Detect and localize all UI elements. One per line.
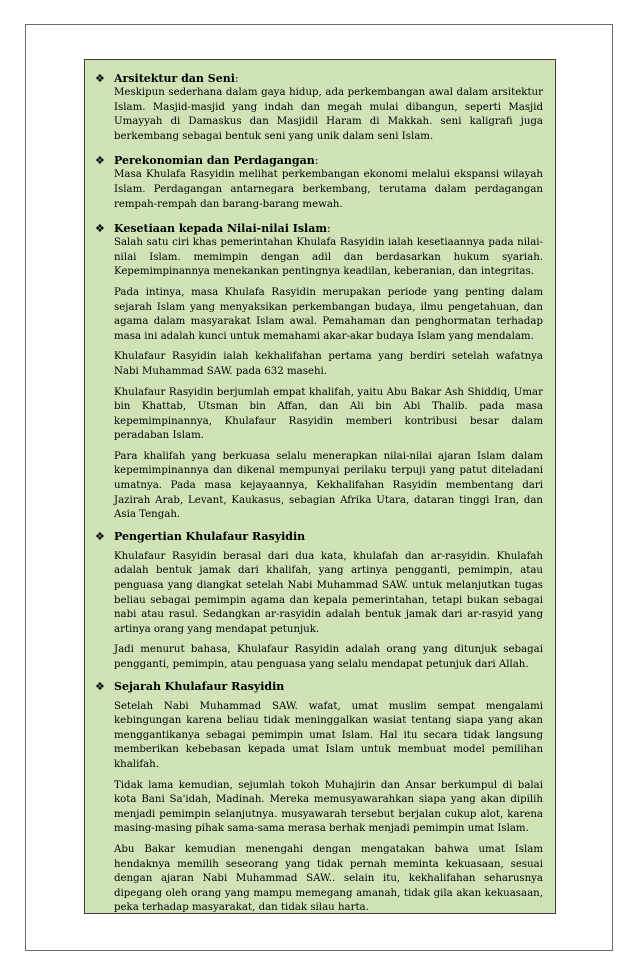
section-sejarah [95,679,543,914]
paragraph: Jadi menurut bahasa, Khulafaur Rasyidin adalah orang yang ditunjuk sebagai pengganti, pemimpin, atau penguasa yang selalu mendapat petunjuk dari Allah. [114,644,543,670]
section-kesetiaan [95,221,543,523]
heading-text: Perekonomian dan Perdagangan [114,154,315,168]
section-heading [95,679,543,694]
section-perekonomian [95,153,543,212]
diamond-bullet-icon: ❖ [95,222,105,236]
heading-text: Sejarah Khulafaur Rasyidin [114,679,285,693]
section-heading [95,529,543,544]
diamond-bullet-icon: ❖ [95,679,105,693]
heading-colon: : [314,154,319,168]
paragraph: Meskipun sederhana dalam gaya hidup, ada perkembangan awal dalam arsitektur Islam. Masjid-masjid yang indah dan megah mulai dibangun, seperti Masjid Umayyah di Damaskus dan Masjidil Haram di Makkah. seni kaligrafi juga berkembang sebagai bentuk seni yang unik dalam seni Islam. [114,87,543,142]
diamond-bullet-icon: ❖ [95,529,105,543]
diamond-bullet-icon: ❖ [95,154,105,168]
section-heading [95,71,543,86]
paragraph: Khulafaur Rasyidin ialah kekhalifahan pertama yang berdiri setelah wafatnya Nabi Muhammad SAW. pada 632 masehi. [114,351,543,377]
content-box [84,59,556,914]
paragraph: Abu Bakar kemudian menengahi dengan mengatakan bahwa umat Islam hendaknya memilih seseorang yang tidak pernah meminta kekuasaan, sesuai dengan ajaran Nabi Muhammad SAW.. selain itu, kekhalifahan seharusnya dipegang oleh orang yang mampu memegang amanah, tidak gila akan kekuasaan, peka terhadap masyarakat, dan tidak silau harta. [114,843,543,914]
heading-text: Kesetiaan kepada Nilai-nilai Islam [114,222,327,236]
paragraph: Para khalifah yang berkuasa selalu menerapkan nilai-nilai ajaran Islam dalam kepemimpinannya dan dikenal mempunyai perilaku terpuji yang patut diteladani umatnya. Pada masa kejayaannya, Kekhalifahan Rasyidin membentang dari Jazirah Arab, Levant, Kaukasus, sebagian Afrika Utara, dataran tinggi Iran, dan Asia Tengah. [114,450,543,521]
paragraph: Setelah Nabi Muhammad SAW. wafat, umat muslim sempat mengalami kebingungan karena beliau tidak meninggalkan wasiat tentang siapa yang akan menggantikanya sebagai pemimpin umat Islam. Hal itu secara tidak langsung memberikan kebebasan kepada umat Islam untuk membuat model pemilihan khalifah. [114,700,543,770]
diamond-bullet-icon: ❖ [95,72,105,85]
heading-colon: : [234,72,239,85]
section-heading [95,153,543,168]
paragraph: Pada intinya, masa Khulafa Rasyidin merupakan periode yang penting dalam sejarah Islam yang menyaksikan perkembangan budaya, ilmu pengetahuan, dan agama dalam masyarakat Islam awal. Pemahaman dan penghormatan terhadap masa ini adalah kunci untuk memahami akar-akar budaya Islam yang mendalam. [114,286,543,342]
heading-colon: : [327,222,331,236]
section-arsitektur [95,71,543,144]
paragraph: Masa Khulafa Rasyidin melihat perkembangan ekonomi melalui ekspansi wilayah Islam. Perdagangan antarnegara berkembang, terutama dalam perdagangan rempah-rempah dan barang-barang mewah. [114,169,543,210]
heading-text: Arsitektur dan Seni [114,72,235,85]
section-heading [95,221,543,236]
section-pengertian [95,529,543,673]
paragraph: Salah satu ciri khas pemerintahan Khulafa Rasyidin ialah kesetiaannya pada nilai-nilai Islam. memimpin dengan adil dan berdasarkan hukum syariah. Kepemimpinannya menekankan pentingnya keadilan, keberanian, dan integritas. [114,237,543,278]
paragraph: Tidak lama kemudian, sejumlah tokoh Muhajirin dan Ansar berkumpul di balai kota Bani Sa'idah, Madinah. Mereka memusyawarahkan siapa yang akan dipilih menjadi pemimpin selanjutnya. musyawarah tersebut berjalan cukup alot, karena masing-masing pihak sama-sama merasa berhak menjadi pemimpin umat Islam. [114,779,543,835]
paragraph: Khulafaur Rasyidin berasal dari dua kata, khulafah dan ar-rasyidin. Khulafah adalah bentuk jamak dari khalifah, yang artinya pengganti, pemimpin, atau penguasa yang diangkat setelah Nabi Muhammad SAW. untuk melanjutkan tugas beliau sebagai pemimpin agama dan kepala pemerintahan, tetapi bukan sebagai nabi atau rasul. Sedangkan ar-rasyidin adalah bentuk jamak dari ar-rasyid yang artinya orang yang mendapat petunjuk. [114,550,543,635]
heading-text: Pengertian Khulafaur Rasyidin [114,529,306,543]
paragraph: Khulafaur Rasyidin berjumlah empat khalifah, yaitu Abu Bakar Ash Shiddiq, Umar bin Khattab, Utsman bin Affan, dan Ali bin Abi Thalib. pada masa kepemimpinannya, Khulafaur Rasyidin memberi kontribusi besar dalam peradaban Islam. [114,386,543,442]
